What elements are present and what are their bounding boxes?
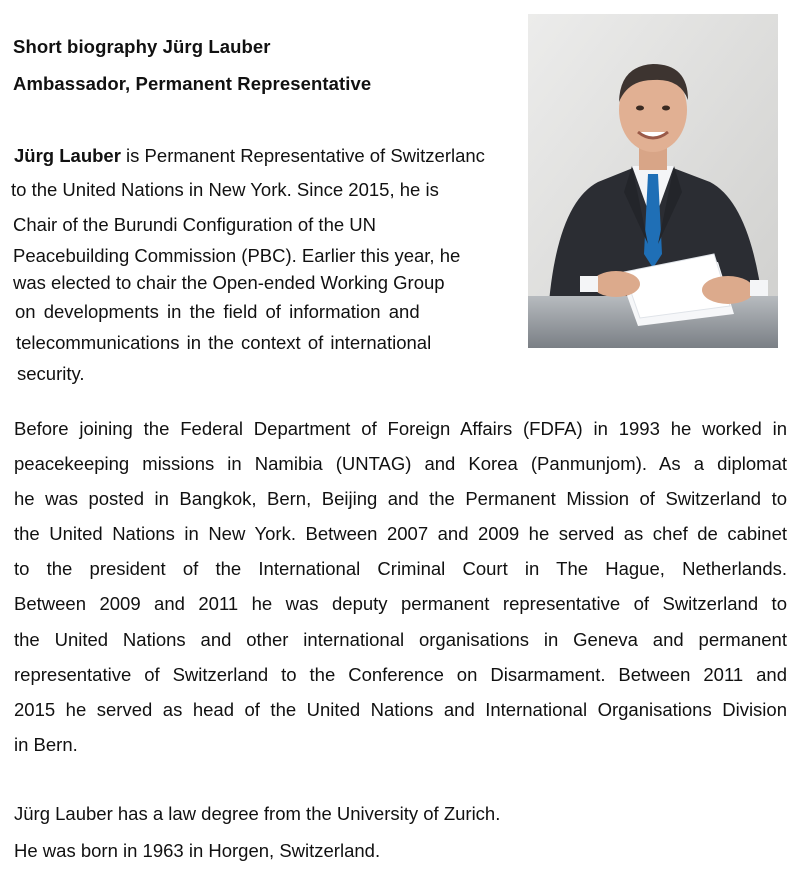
page-subtitle: Ambassador, Permanent Representative xyxy=(13,73,372,94)
portrait-photo xyxy=(528,14,778,348)
page-title: Short biography Jürg Lauber xyxy=(13,36,271,57)
bio-name: Jürg Lauber xyxy=(14,145,121,166)
career-line-1: Before joining the Federal Department of Foreign Affairs (FDFA) in 1993 he worked in xyxy=(14,418,787,439)
career-line-6: Between 2009 and 2011 he was deputy permanent representative of Switzerland to xyxy=(14,593,787,615)
portrait-illustration xyxy=(528,14,778,348)
career-paragraph xyxy=(14,411,787,762)
career-line-9: 2015 he served as head of the United Nations and International Organisations Division xyxy=(14,698,787,720)
career-line-7: the United Nations and other international organisations in Geneva and permanent xyxy=(14,628,787,650)
birth-line: He was born in 1963 in Horgen, Switzerland. xyxy=(14,840,381,861)
bio-intro-line-2: to the United Nations in New York. Since 2015, he is xyxy=(11,179,439,200)
bio-intro-line-1-text: is Permanent Representative of Switzerlanc xyxy=(120,145,485,166)
career-line-10: in Bern. xyxy=(14,733,78,755)
bio-intro-line-5: was elected to chair the Open-ended Working Group xyxy=(13,272,445,293)
bio-intro-line-8: security. xyxy=(17,363,85,384)
bio-intro-line-1 xyxy=(14,145,485,167)
career-line-3: he was posted in Bangkok, Bern, Beijing and the Permanent Mission of Switzerland to xyxy=(14,488,787,510)
career-line-5: to the president of the International Criminal Court in The Hague, Netherlands. xyxy=(14,558,787,580)
bio-intro-line-4: Peacebuilding Commission (PBC). Earlier this year, he xyxy=(13,245,461,266)
career-line-2: peacekeeping missions in Namibia (UNTAG) and Korea (Panmunjom). As a diplomat xyxy=(14,453,787,475)
education-line: Jürg Lauber has a law degree from the University of Zurich. xyxy=(14,803,501,824)
career-line-8: representative of Switzerland to the Conference on Disarmament. Between 2011 and xyxy=(14,663,787,685)
career-line-4: the United Nations in New York. Between 2007 and 2009 he served as chef de cabinet xyxy=(14,523,787,545)
bio-intro-line-6: on developments in the field of information and xyxy=(15,301,420,322)
bio-intro-line-3: Chair of the Burundi Configuration of the UN xyxy=(13,214,377,235)
bio-intro-line-7: telecommunications in the context of international xyxy=(16,332,432,353)
